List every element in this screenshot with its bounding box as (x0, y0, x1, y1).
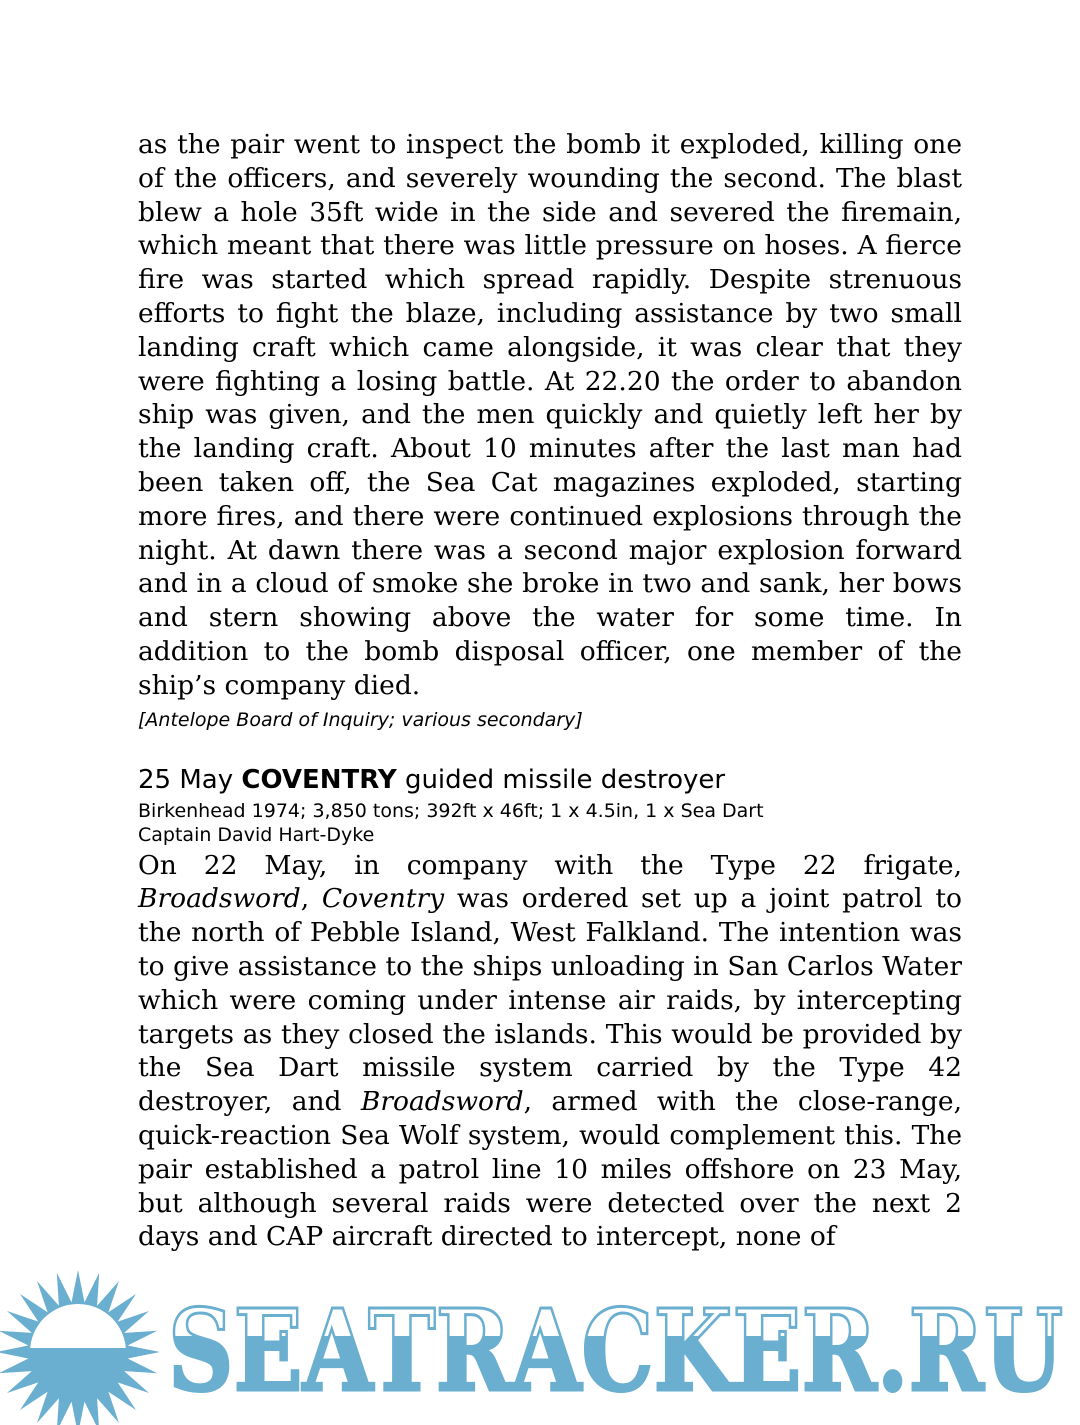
paragraph-antelope: as the pair went to inspect the bomb it exploded, killing one of the officers, and severely wounding the second. The blast blew a hole 35ft wide in the side and severed the firemain, which meant that there was little pressure on hoses. A fierce fire was started which spread rapidly. Despite strenuous efforts to fight the blaze, including assistance by two small landing craft which came alongside, it was clear that they were fighting a losing battle. At 22.20 the order to abandon ship was given, and the men quickly and quietly left her by the landing craft. About 10 minutes after the last man had been taken off, the Sea Cat magazines exploded, starting more fires, and there were continued explosions through the night. At dawn there was a second major explosion forward and in a cloud of smoke she broke in two and sank, her bows and stern showing above the water for some time. In addition to the bomb disposal officer, one member of the ship’s company died. (138, 129, 962, 701)
ship-italic: Broadsword (138, 883, 301, 915)
source-citation: [Antelope Board of Inquiry; various secondary] (138, 708, 583, 731)
ship-type: guided missile destroyer (404, 764, 726, 795)
text-run: , (300, 883, 322, 915)
ship-specs: Birkenhead 1974; 3,850 tons; 392ft x 46ft; 1 x 4.5in, 1 x Sea Dart Captain David Hart-Dyke (138, 799, 764, 846)
paragraph-coventry (138, 849, 962, 1255)
text-run: was ordered set up a joint patrol to the north of Pebble Island, West Falkland. The intention was to give assistance to the ships unloading in San Carlos Water which were coming under intense air raids, by intercepting targets as they closed the islands. This would be provided by the Sea Dart missile system carried by the Type 42 destroyer, and (138, 883, 962, 1118)
watermark-logo (0, 1262, 1080, 1425)
page-content (138, 128, 962, 1254)
text-run: , armed with the close-range, quick-reaction Sea Wolf system, would complement this. The pair established a patrol line 10 miles offshore on 23 May, but although several raids were detected over the next 2 days and CAP aircraft directed to intercept, none of (138, 1086, 962, 1253)
ship-italic: Broadsword (360, 1086, 524, 1118)
watermark-text: SEATRACKER.RU (168, 1286, 1063, 1417)
entry-date: 25 May (138, 764, 234, 795)
sun-icon (0, 1270, 160, 1425)
ship-name: COVENTRY (241, 764, 397, 795)
entry-heading (138, 763, 962, 797)
ship-italic: Coventry (321, 883, 445, 915)
text-run: On 22 May, in company with the Type 22 frigate, (138, 849, 962, 881)
